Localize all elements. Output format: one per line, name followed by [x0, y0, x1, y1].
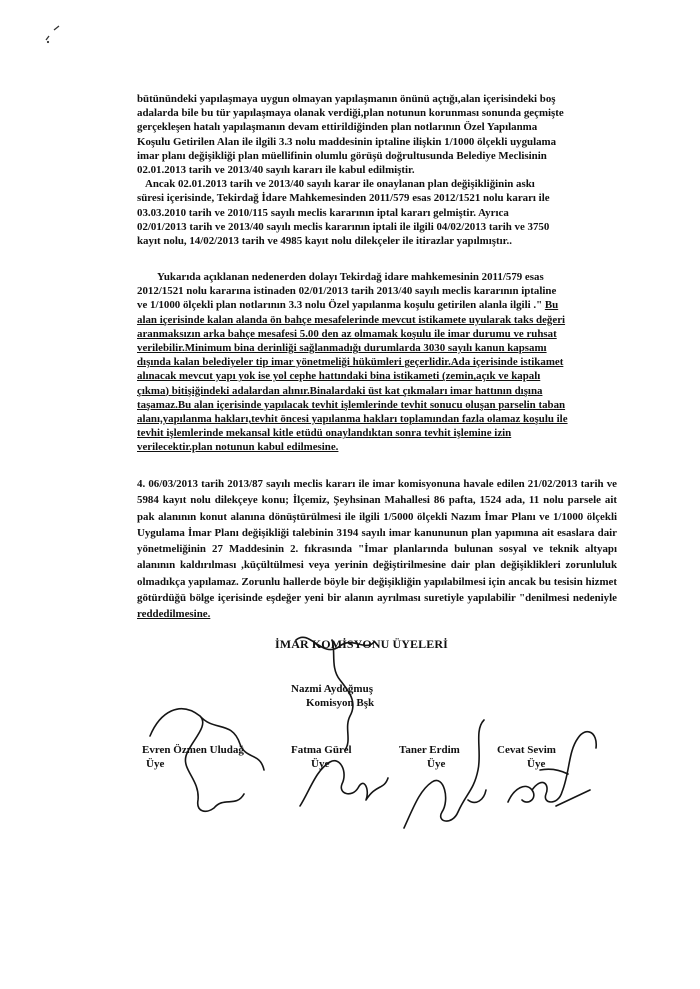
text-line: bütünündeki yapılaşmaya uygun olmayan yapılaşmanın önünü açtığı,alan içerisindeki boş	[137, 93, 556, 105]
member-4	[497, 743, 556, 771]
member-name: Taner Erdim	[399, 744, 460, 756]
text-span: Ancak 02.01.2013 tarih ve 2013/40 sayılı karar ile onaylanan plan değişikliğinin askı	[145, 178, 535, 191]
text-line: 2012/1521 nolu kararına istinaden 02/01/2013 tarih 2013/40 sayılı meclis kararının iptaline	[137, 285, 557, 298]
underlined-text: verilecektir.plan notunun kabul edilmesine.	[137, 441, 339, 454]
committee-heading: İMAR KOMİSYONU ÜYELERİ	[275, 637, 448, 651]
chair-name: Nazmi Aydoğmuş	[291, 683, 373, 695]
underlined-text: verilebilir.Minimum bina derinliği sağlanmadığı durumlarda 3030 sayılı kanun kapsamı	[137, 342, 547, 355]
underlined-text: dışında kalan belediyeler tip imar yönetmeliği hükümleri geçerlidir.Ada içerisinde istikamet	[137, 356, 564, 369]
text-line	[137, 412, 617, 426]
text-line: Koşulu Getirilen Alan ile ilgili 3.3 nolu maddesinin iptaline ilişkin 1/1000 ölçekli uygulama	[137, 135, 557, 148]
text-line	[137, 298, 617, 312]
paragraph-2	[137, 270, 617, 455]
text-line: gerçekleşen hatalı yapılaşmanın devam ettirildiğinden plan notlarının Özel Yapılanma	[137, 121, 538, 134]
text-line	[137, 384, 617, 398]
text-line: 03.03.2010 tarih ve 2010/115 sayılı meclis kararının iptal kararı gelmiştir. Ayrıca	[137, 206, 509, 219]
paragraph-1	[137, 92, 617, 248]
text-line: 02.01.2013 tarih ve 2013/40 sayılı kararı ile kabul edilmiştir.	[137, 164, 415, 177]
text-line	[137, 369, 617, 383]
member-role: Üye	[311, 758, 330, 770]
text-line	[137, 177, 617, 191]
paragraph-4	[137, 476, 617, 623]
underlined-text: alan içerisinde kalan alanda ön bahçe mesafelerinde mevcut istikamete uyularak taks değeri	[137, 313, 566, 326]
member-role: Üye	[427, 758, 446, 770]
underlined-text: çıkma) bitişiğindeki adalardan alınır.Binalardaki üst kat çıkmaları imar hattının dışına	[137, 384, 543, 397]
text-span: ve 1/1000 ölçekli plan notlarının 3.3 nolu Özel yapılanma koşulu getirilen alanla ilgili ."	[137, 299, 543, 312]
text-line	[137, 270, 617, 284]
text-line	[137, 398, 617, 412]
text-line	[137, 327, 617, 341]
text-line: adalarda bile bu tür yapılaşmaya olanak verdiği,plan notunun korunması sonunda geçmişte	[137, 107, 564, 120]
signature-chair	[332, 640, 353, 750]
pen-mark	[40, 24, 70, 46]
text-line	[137, 341, 617, 355]
chair-title: Komisyon Bşk	[306, 697, 375, 709]
underlined-text: Bu	[544, 299, 559, 312]
member-2	[291, 743, 352, 771]
underlined-text: taşamaz.Bu alan içerisinde yapılacak tevhit işlemlerinde tevhit sonucu oluşan parselin taban	[137, 398, 566, 411]
member-1	[142, 743, 244, 771]
underlined-text: alanı,yapılanma hakları,tevhit öncesi yapılanma hakları toplamından fazla olamaz koşulu ile	[137, 413, 568, 426]
underlined-text: tevhit işlemlerinde mekansal kitle etüdü onaylandıktan sonra tevhit işlemine izin	[137, 427, 512, 440]
text-span: Yukarıda açıklanan nedenerden dolayı Tekirdağ idare mahkemesinin 2011/579 esas	[157, 271, 544, 283]
text-line	[137, 313, 617, 327]
text-line: kayıt nolu, 14/02/2013 tarih ve 4985 kayıt nolu dilekçeler ile itirazlar yapılmıştır..	[137, 235, 512, 248]
member-name: Cevat Sevim	[497, 744, 556, 756]
underlined-text: aranmaksızın arka bahçe mesafesi 5.00 den az olmamak koşulu ile imar durumu ve ruhsat	[137, 327, 557, 340]
underlined-text: alınacak mevcut yapı yok ise yol cephe hattındaki bina istikameti (zemin,açık ve kapalı	[137, 370, 541, 383]
member-name: Fatma Gürel	[291, 744, 352, 756]
member-role: Üye	[527, 758, 546, 770]
decision-text: reddedilmesine.	[137, 608, 211, 621]
text-line	[137, 355, 617, 369]
member-3	[399, 743, 460, 771]
member-name: Evren Özmen Uludağ	[142, 744, 244, 756]
signature-member-3	[404, 720, 486, 828]
text-line	[137, 440, 617, 454]
member-role: Üye	[146, 758, 165, 770]
text-line	[137, 426, 617, 440]
text-span: 4. 06/03/2013 tarih 2013/87 sayılı meclis kararı ile imar komisyonuna havale edilen 21/02/2013 tarih ve 5984 kayıt nolu dilekçeye konu; İlçemiz, Şeyhsinan Mahallesi 86 pafta, 1524 ada, 11 nolu parsele ait pak alanının konut alanına dönüştürülmesi ile ilgili 1/5000 ölçekli Nazım İmar Planı ve 1/1000 ölçekli Uygulama İmar Planı değişikliği talebinin 3194 sayılı imar kanununun plan yapımına ait esaslara dair yönetmeliğinin 27 Maddesinin 2. fıkrasında "İmar planlarında bulunan sosyal ve teknik altyapı alanının kaldırılması ,küçültülmesi veya yerinin değiştirilmesine dair plan değişiklikleri zorunluluk olmadıkça yapılamaz. Zorunlu hallerde böyle bir değişikliğin yapılabilmesi için ancak bu tesisin hizmet götürdüğü bölge içerisinde eşdeğer yeni bir alanın ayrılması suretiyle yapılabilir "denilmesi nedeniyle	[137, 478, 617, 605]
text-line: süresi içerisinde, Tekirdağ İdare Mahkemesinden 2011/579 esas 2012/1521 nolu kararı ile	[137, 192, 550, 205]
text-line: 02/01/2013 tarih ve 2013/40 sayılı meclis kararının iptali ile ilgili 04/02/2013 tarih ve 3750	[137, 220, 550, 233]
text-line: imar planı değişikliği plan müellifinin olumlu görüşü doğrultusunda Belediye Meclisinin	[137, 149, 547, 162]
